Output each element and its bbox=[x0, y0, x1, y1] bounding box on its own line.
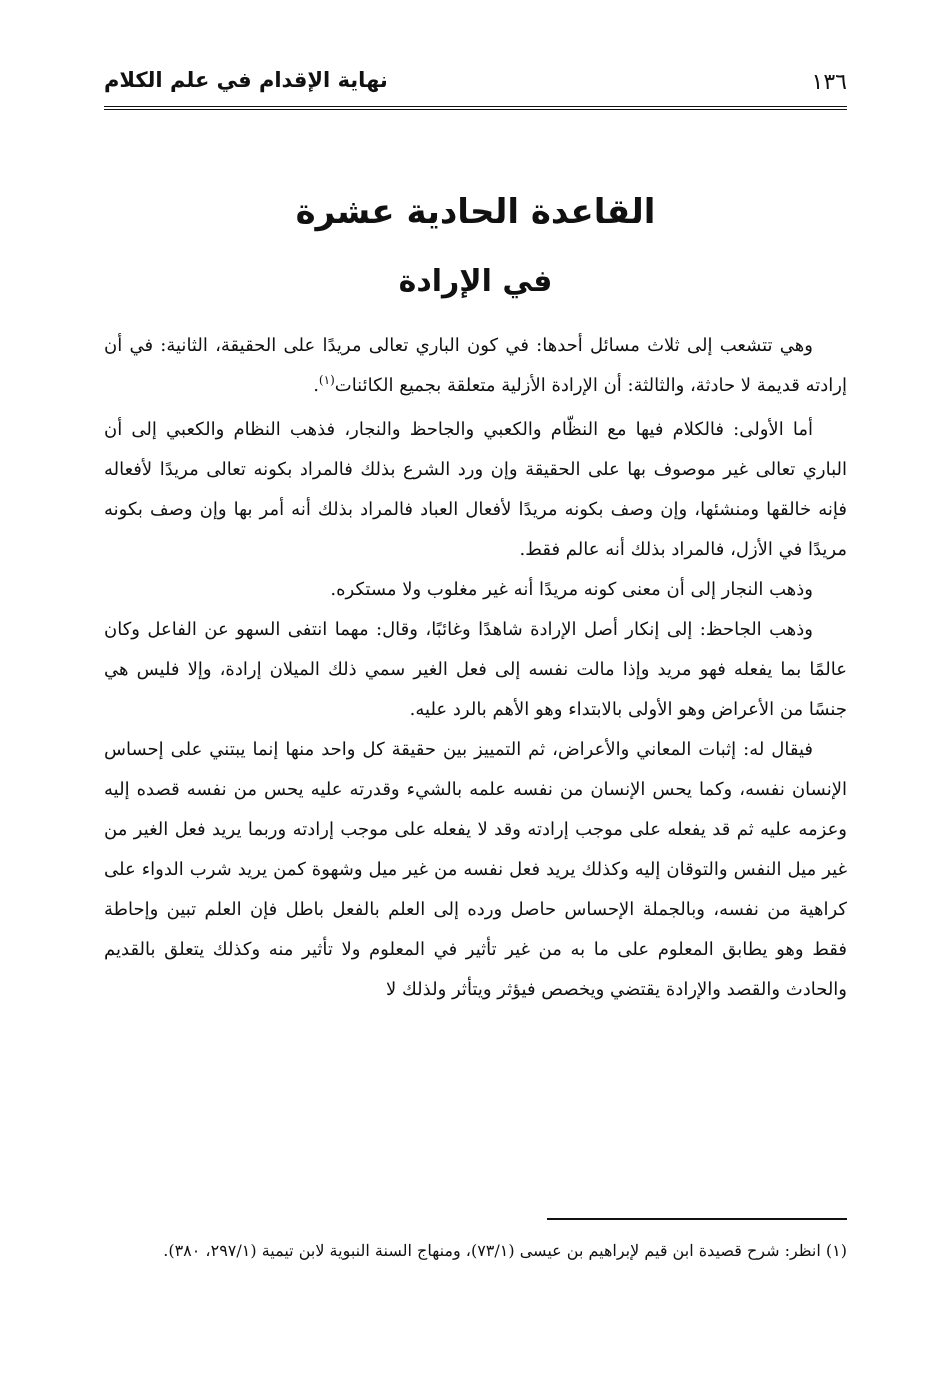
page-number: ١٣٦ bbox=[811, 70, 847, 95]
body-text bbox=[104, 326, 847, 1010]
footnote-marker: (١) bbox=[318, 373, 335, 387]
footnote-divider bbox=[547, 1218, 847, 1220]
paragraph: وذهب النجار إلى أن معنى كونه مريدًا أنه غير مغلوب ولا مستكره. bbox=[330, 579, 813, 600]
paragraph: وذهب الجاحظ: إلى إنكار أصل الإرادة شاهدًا وغائبًا، وقال: مهما انتفى السهو عن الفاعل وكان عالمًا بما يفعله فهو مريد وإذا مالت نفسه إلى فعل الغير سمي ذلك الميلان إرادة، وإلا فليس هي جنسًا من الأعراض وهو الأولى بالابتداء وهو الأهم بالرد عليه. bbox=[104, 619, 847, 720]
paragraph: أما الأولى: فالكلام فيها مع النظّام والكعبي والجاحظ والنجار، فذهب النظام والكعبي إلى أن الباري تعالى غير موصوف بها على الحقيقة وإن ورد الشرع بذلك فالمراد بكونه تعالى مريدًا لأفعاله فإنه خالقها ومنشئها، وإن وصف بكونه مريدًا لأفعال العباد فالمراد بذلك أنه أمر بها وإن وصف بكونه مريدًا في الأزل، فالمراد بذلك أنه عالم فقط. bbox=[104, 419, 847, 560]
chapter-title: القاعدة الحادية عشرة bbox=[295, 192, 656, 232]
footnote: (١) انظر: شرح قصيدة ابن قيم لإبراهيم بن عيسى (٧٣/١)، ومنهاج السنة النبوية لابن تيمية (٢٩٧/١، ٣٨٠). bbox=[163, 1241, 847, 1260]
chapter-subtitle: في الإرادة bbox=[398, 264, 553, 299]
paragraph-text: وهي تتشعب إلى ثلاث مسائل أحدها: في كون الباري تعالى مريدًا على الحقيقة، الثانية: في أن إرادته قديمة لا حادثة، والثالثة: أن الإرادة الأزلية متعلقة بجميع الكائنات bbox=[104, 335, 847, 396]
book-title: نهاية الإقدام في علم الكلام bbox=[104, 68, 388, 92]
paragraph: فيقال له: إثبات المعاني والأعراض، ثم التمييز بين حقيقة كل واحد منها إنما يبتني على إحساس الإنسان نفسه، وكما يحس الإنسان من نفسه علمه بالشيء وقدرته عليه يحس من نفسه قصده إليه وعزمه عليه ثم قد يفعله على موجب إرادته وقد لا يفعله على موجب إرادته وربما يريد فعل الغير من غير ميل النفس والتوقان إليه وكذلك يريد فعل نفسه من غير ميل وشهوة كمن يريد شرب الدواء على كراهية من نفسه، وبالجملة الإحساس حاصل ورده إلى العلم بالفعل باطل فإن العلم تبين وإحاطة فقط وهو يطابق المعلوم على ما به من غير تأثير في المعلوم ولا تأثير منه وكذلك يتعلق بالقديم والحادث والقصد والإرادة يقتضي ويخصص فيؤثر ويتأثر ولذلك لا bbox=[104, 739, 847, 1000]
running-header bbox=[104, 66, 847, 110]
paragraph: وهي تتشعب إلى ثلاث مسائل أحدها: في كون الباري تعالى مريدًا على الحقيقة، الثانية: في أن إرادته قديمة لا حادثة، والثالثة: أن الإرادة الأزلية متعلقة بجميع الكائنات$^{(١)}$. bbox=[104, 335, 847, 396]
